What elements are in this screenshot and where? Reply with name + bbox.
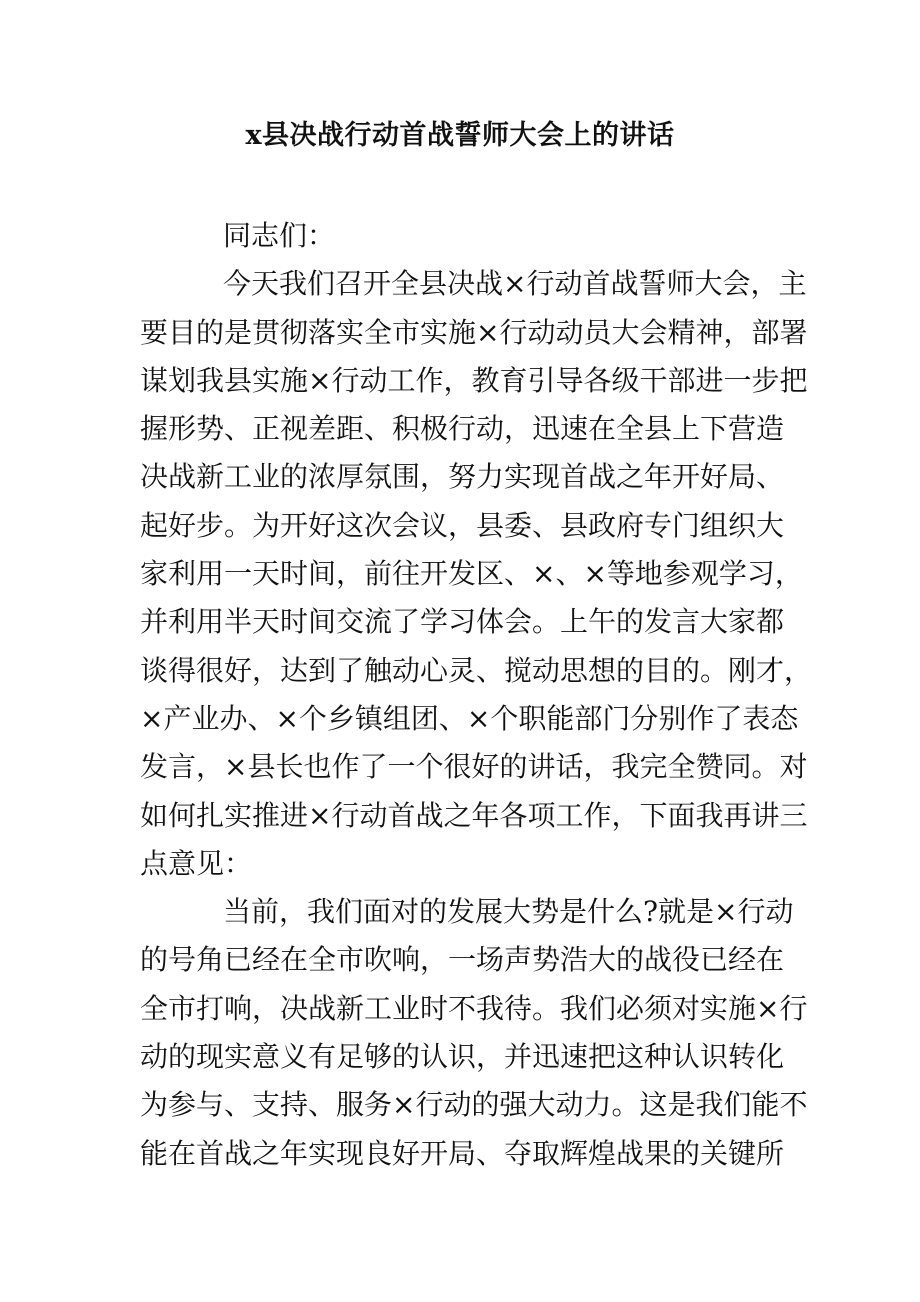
body-line: 当前，我们面对的发展大势是什么?就是×行动 — [223, 895, 794, 929]
body-line: 谈得很好，达到了触动心灵、搅动思想的目的。刚才， — [140, 653, 813, 687]
body-line: 动的现实意义有足够的认识，并迅速把这种认识转化 — [140, 1040, 785, 1074]
body-line: 同志们： — [223, 219, 336, 252]
document-title: x县决战行动首战誓师大会上的讲话 — [245, 120, 675, 151]
body-line: 能在首战之年实现良好开局、夺取辉煌战果的关键所 — [140, 1136, 785, 1170]
document-body — [140, 212, 813, 1178]
body-line: 起好步。为开好这次会议，县委、县政府专门组织大 — [140, 508, 785, 542]
body-line: 决战新工业的浓厚氛围，努力实现首战之年开好局、 — [140, 460, 785, 494]
body-line: 全市打响，决战新工业时不我待。我们必须对实施×行 — [140, 991, 808, 1025]
body-line: 要目的是贯彻落实全市实施×行动动员大会精神，部署 — [140, 315, 808, 349]
body-line: 家利用一天时间，前往开发区、×、×等地参观学习， — [140, 557, 803, 591]
body-line: 并利用半天时间交流了学习体会。上午的发言大家都 — [140, 605, 785, 639]
body-line: 谋划我县实施×行动工作，教育引导各级干部进一步把 — [140, 363, 808, 397]
body-line: 发言，×县长也作了一个很好的讲话，我完全赞同。对 — [140, 750, 808, 784]
body-line: 如何扎实推进×行动首战之年各项工作，下面我再讲三 — [140, 798, 808, 832]
body-line: 的号角已经在全市吹响，一场声势浩大的战役已经在 — [140, 943, 785, 977]
body-line: ×产业办、×个乡镇组团、×个职能部门分别作了表态 — [140, 701, 799, 735]
body-line: 点意见： — [140, 846, 253, 880]
body-line: 握形势、正视差距、积极行动，迅速在全县上下营造 — [140, 412, 785, 446]
body-line: 为参与、支持、服务×行动的强大动力。这是我们能不 — [140, 1088, 808, 1122]
body-line: 今天我们召开全县决战×行动首战誓师大会，主 — [223, 267, 807, 301]
